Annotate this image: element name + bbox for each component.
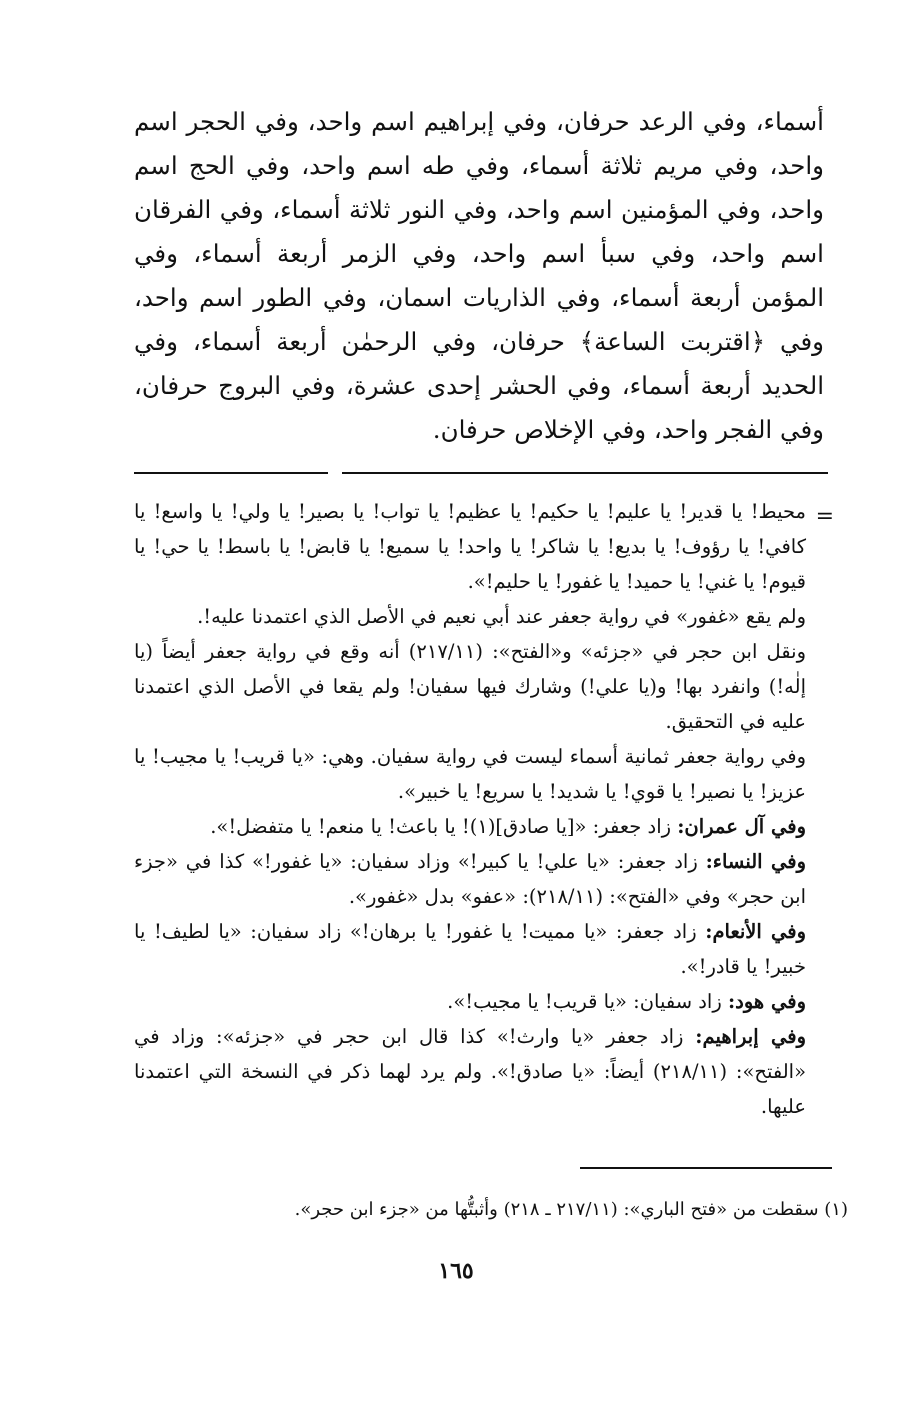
note-paragraph-7 [134, 914, 806, 984]
footnote-separator-rule [580, 1167, 832, 1169]
surah-label-al-imran: وفي آل عمران: [677, 815, 806, 838]
note-paragraph-3: ونقل ابن حجر في «جزئه» و«الفتح»: (٢١٧/١١) أنه وقع في رواية جعفر أيضاً (يا إلٰه!) وانفرد بها! و(يا علي!) وشارك فيها سفيان! ولم يقعا في الأصل الذي اعتمدنا عليه في التحقيق. [134, 640, 806, 733]
surah-label-al-anam: وفي الأنعام: [705, 920, 807, 943]
page-number: ١٦٥ [438, 1258, 474, 1284]
footnote: (١) سقطت من «فتح الباري»: (٢١٧/١١ ـ ٢١٨) وأثبتُّها من «جزء ابن حجر». [294, 1199, 848, 1220]
note-text-an-nisa: زاد جعفر: «يا علي! يا كبير!» وزاد سفيان: «يا غفور!» كذا في «جزء ابن حجر» وفي «الفتح»: (٢١٨/١١): «عفو» بدل «غفور». [134, 850, 806, 908]
note-text-hud: زاد سفيان: «يا قريب! يا مجيب!». [447, 990, 722, 1013]
surah-label-ibrahim: وفي إبراهيم: [695, 1025, 806, 1048]
note-paragraph-5 [134, 809, 806, 844]
separator-rule-right [342, 472, 828, 474]
note-text-al-imran: زاد جعفر: «[يا صادق](١)! يا باعث! يا منعم! يا متفضل!». [210, 815, 672, 838]
surah-label-hud: وفي هود: [727, 990, 806, 1013]
continuation-mark: = [815, 504, 834, 529]
note-text-ibrahim: زاد جعفر «يا وارث!» كذا قال ابن حجر في «جزئه»: وزاد في «الفتح»: (٢١٨/١١) أيضاً: «يا صادق!». ولم يرد لهما ذكر في النسخة التي اعتمدنا عليها. [134, 1025, 807, 1118]
note-paragraph-1: محيط! يا قدير! يا عليم! يا حكيم! يا عظيم! يا تواب! يا بصير! يا ولي! يا واسع! يا كافي! يا رؤوف! يا بديع! يا شاكر! يا واحد! يا سميع! يا قابض! يا باسط! يا حي! يا قيوم! يا غني! يا حميد! يا غفور! يا حليم!». [134, 500, 806, 593]
note-paragraph-6 [134, 844, 806, 914]
main-paragraph: أسماء، وفي الرعد حرفان، وفي إبراهيم اسم واحد، وفي الحجر اسم واحد، وفي مريم ثلاثة أسماء، وفي طه اسم واحد، وفي الحج اسم واحد، وفي المؤمنين اسم واحد، وفي النور ثلاثة أسماء، وفي الفرقان اسم واحد، وفي سبأ اسم واحد، وفي الزمر أربعة أسماء، وفي المؤمن أربعة أسماء، وفي الذاريات اسمان، وفي الطور اسم واحد، وفي ﴿اقتربت الساعة﴾ حرفان، وفي الرحمٰن أربعة أسماء، وفي الحديد أربعة أسماء، وفي الحشر إحدى عشرة، وفي البروج حرفان، وفي الفجر واحد، وفي الإخلاص حرفان. [134, 107, 824, 444]
note-paragraph-2: ولم يقع «غفور» في رواية جعفر عند أبي نعيم في الأصل الذي اعتمدنا عليه!. [197, 605, 806, 628]
separator-rule-left [134, 472, 328, 474]
note-text-al-anam: زاد جعفر: «يا مميت! يا غفور! يا برهان!» زاد سفيان: «يا لطيف! يا خبير! يا قادر!». [134, 920, 806, 978]
note-paragraph-8 [134, 984, 806, 1019]
note-paragraph-9 [134, 1019, 806, 1124]
notes-block [134, 494, 806, 1124]
main-text-block [134, 100, 824, 452]
note-paragraph-4: وفي رواية جعفر ثمانية أسماء ليست في رواية سفيان. وهي: «يا قريب! يا مجيب! يا عزيز! يا نصير! يا قوي! يا شديد! يا سريع! يا خبير». [134, 745, 806, 803]
surah-label-an-nisa: وفي النساء: [705, 850, 806, 873]
